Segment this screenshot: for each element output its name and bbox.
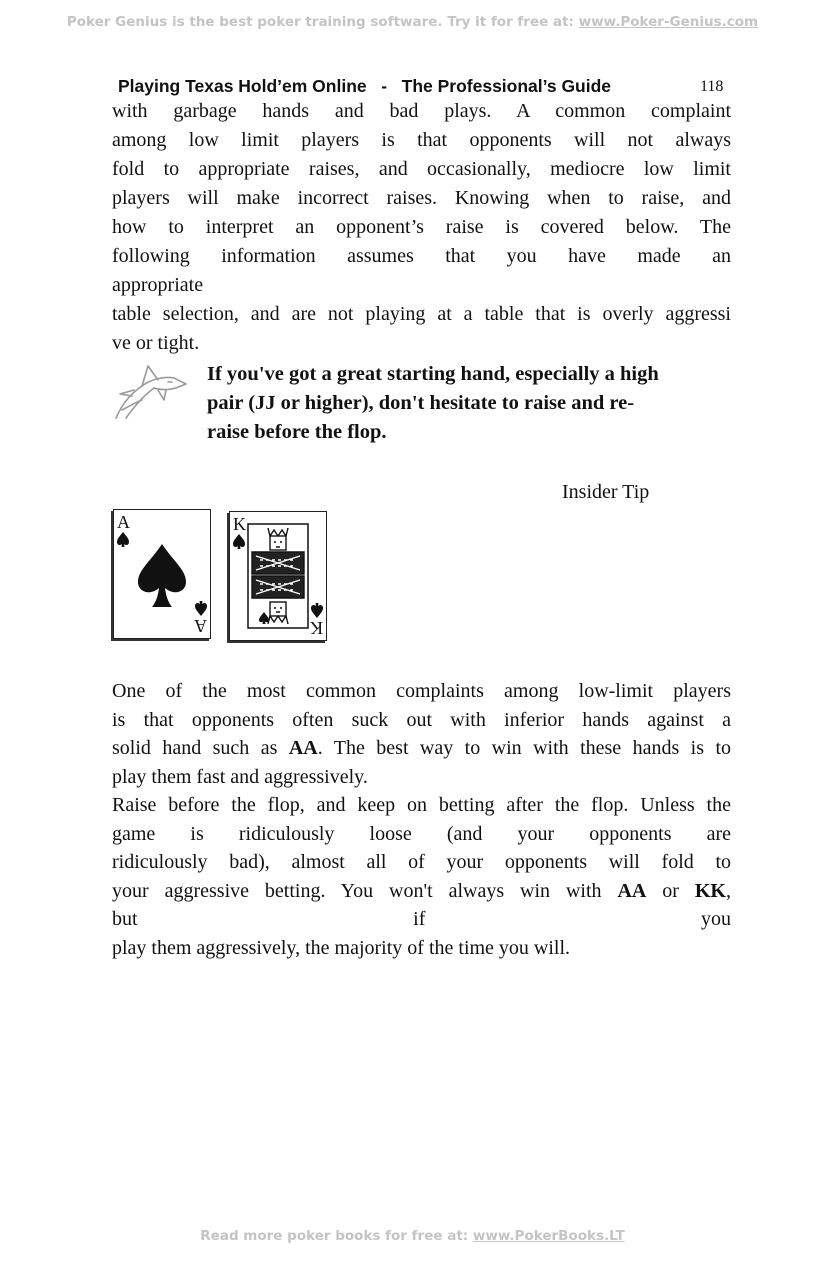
text-line: how to interpret an opponent’s raise is covered below. The	[112, 216, 731, 238]
text-line: among low limit players is that opponents will not always	[112, 129, 731, 151]
text-line: but if you	[112, 908, 731, 930]
tip-line: raise before the flop.	[207, 421, 387, 443]
king-of-spades-card	[229, 511, 327, 641]
text-line: One of the most common complaints among low-limit players	[112, 680, 731, 702]
text-line: with garbage hands and bad plays. A common complaint	[112, 100, 731, 122]
insider-tip-text	[207, 360, 707, 447]
card-rank: A	[117, 512, 130, 532]
body-paragraph-1	[112, 97, 731, 358]
text-line: game is ridiculously loose (and your opponents are	[112, 822, 731, 845]
poker-genius-link[interactable]: www.Poker-Genius.com	[578, 14, 759, 30]
text-line: table selection, and are not playing at a table that is overly aggressi	[112, 303, 731, 325]
card-rank: K	[233, 514, 246, 534]
body-paragraph-2	[112, 677, 731, 962]
text-line	[112, 734, 731, 763]
text-run: ,	[726, 879, 731, 902]
king-figure-icon	[230, 512, 326, 640]
insider-tip-caption: Insider Tip	[562, 481, 650, 503]
ace-of-spades-card	[113, 509, 211, 639]
text-line: Raise before the flop, and keep on betting after the flop. Unless the	[112, 794, 731, 816]
card-rank: A	[194, 616, 207, 636]
tip-line: pair (JJ or higher), don't hesitate to raise and re-	[207, 392, 635, 414]
text-line: is that opponents often suck out with inferior hands against a	[112, 708, 731, 731]
text-line: ridiculously bad), almost all of your opponents will fold to	[112, 851, 731, 873]
promo-banner-bottom	[0, 1228, 825, 1244]
tip-line: If you've got a great starting hand, especially a high	[207, 363, 659, 385]
promo-top-text: Poker Genius is the best poker training software. Try it for free at:	[66, 14, 579, 30]
text-line	[112, 877, 731, 906]
text-run: your aggressive betting. You won't always win with	[112, 879, 618, 902]
text-line: play them aggressively, the majority of the time you will.	[112, 936, 571, 959]
page-number: 118	[700, 78, 724, 95]
text-line: ve or tight.	[112, 332, 200, 354]
text-line: appropriate	[112, 274, 204, 296]
text-run: . The best way to win with these hands is to	[317, 737, 731, 759]
bold-hand: KK	[694, 879, 726, 902]
spade-icon	[114, 510, 210, 638]
card-rank: K	[310, 618, 323, 638]
text-line: following information assumes that you have made an	[112, 245, 731, 267]
shark-icon	[112, 360, 192, 424]
text-run: solid hand such as	[112, 737, 289, 759]
text-line: players will make incorrect raises. Knowing when to raise, and	[112, 187, 731, 209]
text-run: or	[646, 879, 695, 902]
text-line: play them fast and aggressively.	[112, 765, 368, 788]
promo-bottom-text: Read more poker books for free at:	[200, 1228, 473, 1244]
pokerbooks-link[interactable]: www.PokerBooks.LT	[472, 1228, 625, 1244]
bold-hand: AA	[617, 879, 647, 902]
text-line: fold to appropriate raises, and occasionally, mediocre low limit	[112, 158, 731, 180]
bold-hand: AA	[288, 737, 318, 759]
running-head-title: Playing Texas Hold’em Online - The Professional’s Guide	[118, 76, 612, 96]
promo-banner-top	[0, 14, 825, 30]
